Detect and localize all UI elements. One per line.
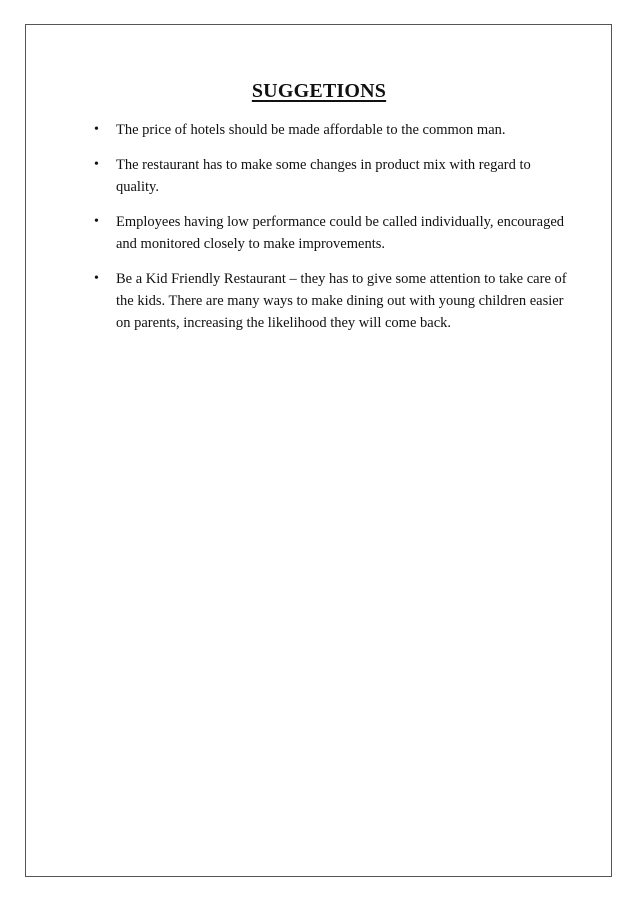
list-item-text: Employees having low performance could be called individually, encouraged and monitored closely to make improvements. [116,214,564,252]
list-item [94,154,574,198]
page-title: SUGGETIONS [251,80,387,102]
bullet-icon: • [94,214,99,229]
list-item [94,211,574,255]
bullet-icon: • [94,271,99,286]
bullet-icon: • [94,122,99,137]
suggestions-list [94,119,574,347]
list-item [94,268,574,334]
list-item [94,119,574,141]
bullet-icon: • [94,157,99,172]
list-item-text: The restaurant has to make some changes in product mix with regard to quality. [116,157,531,195]
list-item-text: The price of hotels should be made affordable to the common man. [116,122,506,138]
list-item-text: Be a Kid Friendly Restaurant – they has to give some attention to take care of the kids. There are many ways to make dining out with young children easier on parents, increasing the likelihood they will come back. [116,271,567,331]
